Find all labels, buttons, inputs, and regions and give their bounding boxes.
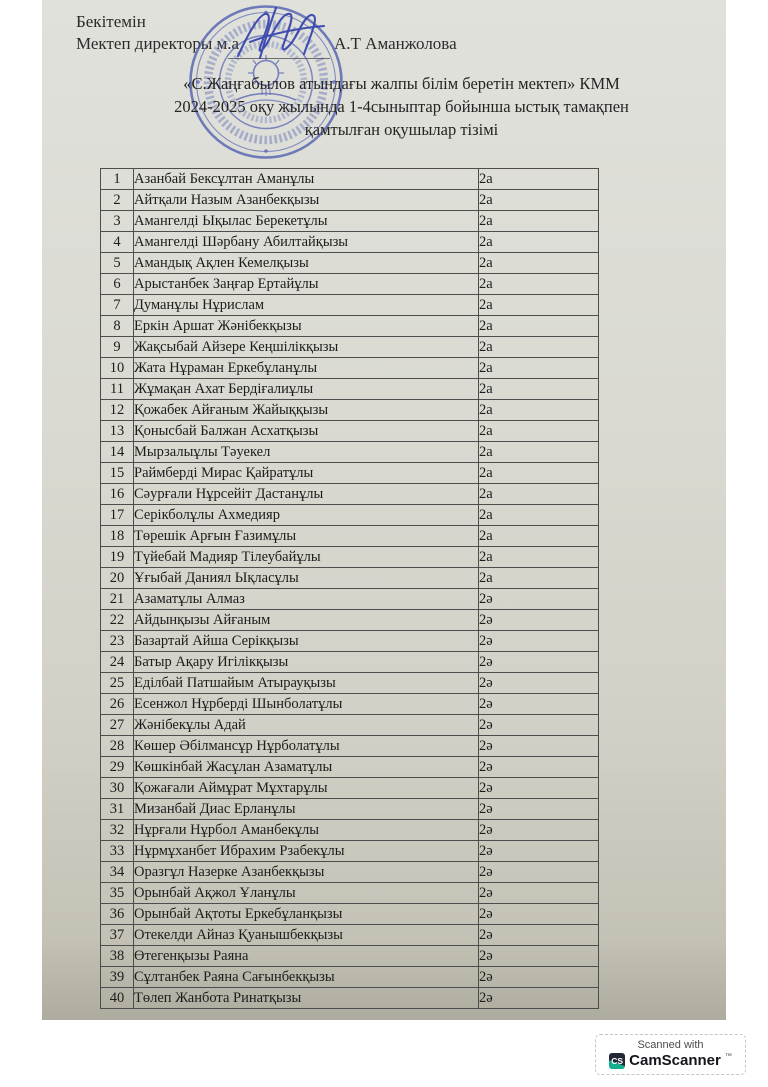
title-line-1: «С.Жаңғабылов атындағы жалпы білім беретін мектеп» КММ: [183, 74, 620, 93]
row-number: 20: [101, 568, 134, 589]
row-number: 19: [101, 547, 134, 568]
row-number: 7: [101, 295, 134, 316]
class-label: 2ә: [479, 967, 599, 988]
student-name: Жәнібекұлы Адай: [134, 715, 479, 736]
camscanner-badge: [595, 1034, 746, 1075]
student-name: Жұмақан Ахат Бердіғалиұлы: [134, 379, 479, 400]
row-number: 29: [101, 757, 134, 778]
class-label: 2ә: [479, 904, 599, 925]
row-number: 40: [101, 988, 134, 1009]
student-name: Сәурғали Нұрсейіт Дастанұлы: [134, 484, 479, 505]
students-table: [100, 168, 599, 1009]
row-number: 25: [101, 673, 134, 694]
student-name: Сұлтанбек Раяна Сағынбекқызы: [134, 967, 479, 988]
table-row: [101, 547, 599, 568]
class-label: 2ә: [479, 694, 599, 715]
student-name: Жақсыбай Айзере Кеңшілікқызы: [134, 337, 479, 358]
table-row: [101, 169, 599, 190]
table-row: [101, 841, 599, 862]
table-row: [101, 610, 599, 631]
row-number: 16: [101, 484, 134, 505]
scanned-with-label: Scanned with: [637, 1039, 704, 1051]
row-number: 34: [101, 862, 134, 883]
camscanner-logo-icon: CS: [609, 1053, 625, 1069]
table-row: [101, 631, 599, 652]
student-name: Айдынқызы Айғаным: [134, 610, 479, 631]
students-table-body: [101, 169, 599, 1009]
class-label: 2а: [479, 295, 599, 316]
table-row: [101, 694, 599, 715]
class-label: 2ә: [479, 631, 599, 652]
class-label: 2а: [479, 232, 599, 253]
document-title: [112, 72, 691, 141]
trademark-symbol: ™: [724, 1052, 732, 1060]
class-label: 2ә: [479, 673, 599, 694]
student-name: Өтегенқызы Раяна: [134, 946, 479, 967]
table-row: [101, 421, 599, 442]
title-line-2: 2024-2025 оқу жылында 1-4сыныптар бойынша ыстық тамақпен: [174, 97, 629, 116]
table-row: [101, 589, 599, 610]
student-name: Батыр Ақару Игілікқызы: [134, 652, 479, 673]
table-row: [101, 190, 599, 211]
row-number: 10: [101, 358, 134, 379]
student-name: Айтқали Назым Азанбекқызы: [134, 190, 479, 211]
row-number: 39: [101, 967, 134, 988]
row-number: 6: [101, 274, 134, 295]
student-name: Азанбай Бексұлтан Аманұлы: [134, 169, 479, 190]
student-name: Орынбай Ақжол Ұланұлы: [134, 883, 479, 904]
table-row: [101, 568, 599, 589]
student-name: Азаматұлы Алмаз: [134, 589, 479, 610]
class-label: 2ә: [479, 988, 599, 1009]
class-label: 2ә: [479, 883, 599, 904]
row-number: 24: [101, 652, 134, 673]
class-label: 2а: [479, 547, 599, 568]
table-row: [101, 946, 599, 967]
class-label: 2ә: [479, 736, 599, 757]
student-name: Мырзалыұлы Тәуекел: [134, 442, 479, 463]
table-row: [101, 673, 599, 694]
table-row: [101, 337, 599, 358]
student-name: Қожағали Аймұрат Мұхтарұлы: [134, 778, 479, 799]
student-name: Қожабек Айғаным Жайыққызы: [134, 400, 479, 421]
student-name: Жата Нұраман Еркебұланұлы: [134, 358, 479, 379]
class-label: 2ә: [479, 946, 599, 967]
row-number: 31: [101, 799, 134, 820]
table-row: [101, 799, 599, 820]
class-label: 2ә: [479, 715, 599, 736]
student-name: Көшер Әбілмансұр Нұрболатұлы: [134, 736, 479, 757]
class-label: 2а: [479, 484, 599, 505]
student-name: Ұғыбай Даниял Ықласұлы: [134, 568, 479, 589]
student-name: Амангелді Шәрбану Абилтайқызы: [134, 232, 479, 253]
table-row: [101, 715, 599, 736]
row-number: 14: [101, 442, 134, 463]
student-name: Еркін Аршат Жәнібекқызы: [134, 316, 479, 337]
table-row: [101, 526, 599, 547]
row-number: 38: [101, 946, 134, 967]
row-number: 28: [101, 736, 134, 757]
table-row: [101, 883, 599, 904]
table-row: [101, 295, 599, 316]
table-row: [101, 253, 599, 274]
class-label: 2а: [479, 253, 599, 274]
student-name: Отекелди Айназ Қуанышбекқызы: [134, 925, 479, 946]
row-number: 32: [101, 820, 134, 841]
student-name: Еділбай Патшайым Атырауқызы: [134, 673, 479, 694]
row-number: 26: [101, 694, 134, 715]
class-label: 2ә: [479, 841, 599, 862]
approval-label: Бекітемін: [76, 12, 146, 31]
student-name: Төлеп Жанбота Ринатқызы: [134, 988, 479, 1009]
student-name: Түйебай Мадияр Тілеубайұлы: [134, 547, 479, 568]
class-label: 2а: [479, 358, 599, 379]
student-name: Амандық Ақлен Кемелқызы: [134, 253, 479, 274]
class-label: 2а: [479, 379, 599, 400]
table-row: [101, 463, 599, 484]
row-number: 22: [101, 610, 134, 631]
table-row: [101, 232, 599, 253]
row-number: 36: [101, 904, 134, 925]
student-name: Нұрмұханбет Ибрахим Рзабекұлы: [134, 841, 479, 862]
row-number: 1: [101, 169, 134, 190]
student-name: Төрешік Арғын Ғазимұлы: [134, 526, 479, 547]
row-number: 37: [101, 925, 134, 946]
student-name: Орынбай Ақтоты Еркебұланқызы: [134, 904, 479, 925]
table-row: [101, 484, 599, 505]
class-label: 2ә: [479, 778, 599, 799]
row-number: 17: [101, 505, 134, 526]
row-number: 35: [101, 883, 134, 904]
table-row: [101, 211, 599, 232]
camscanner-app-name: CamScanner: [629, 1052, 721, 1069]
table-row: [101, 505, 599, 526]
row-number: 23: [101, 631, 134, 652]
student-name: Серікболұлы Ахмедияр: [134, 505, 479, 526]
table-row: [101, 442, 599, 463]
student-name: Қонысбай Балжан Асхатқызы: [134, 421, 479, 442]
student-name: Есенжол Нұрберді Шынболатұлы: [134, 694, 479, 715]
table-row: [101, 904, 599, 925]
class-label: 2а: [479, 190, 599, 211]
class-label: 2а: [479, 400, 599, 421]
row-number: 27: [101, 715, 134, 736]
director-signature-icon: [220, 4, 342, 64]
row-number: 15: [101, 463, 134, 484]
table-row: [101, 925, 599, 946]
class-label: 2а: [479, 463, 599, 484]
table-row: [101, 274, 599, 295]
class-label: 2ә: [479, 610, 599, 631]
table-row: [101, 358, 599, 379]
class-label: 2а: [479, 526, 599, 547]
row-number: 18: [101, 526, 134, 547]
title-line-3: қамтылған оқушылар тізімі: [304, 120, 499, 139]
table-row: [101, 967, 599, 988]
class-label: 2ә: [479, 925, 599, 946]
table-row: [101, 862, 599, 883]
table-row: [101, 820, 599, 841]
table-row: [101, 988, 599, 1009]
row-number: 9: [101, 337, 134, 358]
student-name: Көшкінбай Жасұлан Азаматұлы: [134, 757, 479, 778]
table-row: [101, 379, 599, 400]
class-label: 2ә: [479, 652, 599, 673]
row-number: 2: [101, 190, 134, 211]
table-row: [101, 652, 599, 673]
class-label: 2а: [479, 169, 599, 190]
student-name: Базартай Айша Серікқызы: [134, 631, 479, 652]
class-label: 2а: [479, 442, 599, 463]
student-name: Раймберді Мирас Қайратұлы: [134, 463, 479, 484]
class-label: 2а: [479, 274, 599, 295]
student-name: Нұрғали Нұрбол Аманбекұлы: [134, 820, 479, 841]
table-row: [101, 778, 599, 799]
director-name: А.Т Аманжолова: [334, 34, 457, 53]
class-label: 2ә: [479, 799, 599, 820]
row-number: 3: [101, 211, 134, 232]
row-number: 13: [101, 421, 134, 442]
row-number: 11: [101, 379, 134, 400]
class-label: 2а: [479, 316, 599, 337]
row-number: 30: [101, 778, 134, 799]
student-name: Мизанбай Диас Ерланұлы: [134, 799, 479, 820]
class-label: 2ә: [479, 820, 599, 841]
row-number: 33: [101, 841, 134, 862]
table-row: [101, 400, 599, 421]
class-label: 2а: [479, 505, 599, 526]
table-row: [101, 757, 599, 778]
scanned-document-page: [42, 0, 726, 1020]
row-number: 4: [101, 232, 134, 253]
row-number: 12: [101, 400, 134, 421]
table-row: [101, 736, 599, 757]
student-name: Думанұлы Нұрислам: [134, 295, 479, 316]
class-label: 2а: [479, 211, 599, 232]
student-name: Арыстанбек Заңғар Ертайұлы: [134, 274, 479, 295]
class-label: 2ә: [479, 862, 599, 883]
class-label: 2а: [479, 421, 599, 442]
director-label: Мектеп директоры м.а: [76, 34, 240, 53]
class-label: 2а: [479, 568, 599, 589]
class-label: 2ә: [479, 757, 599, 778]
row-number: 21: [101, 589, 134, 610]
class-label: 2ә: [479, 589, 599, 610]
row-number: 5: [101, 253, 134, 274]
class-label: 2а: [479, 337, 599, 358]
table-row: [101, 316, 599, 337]
row-number: 8: [101, 316, 134, 337]
student-name: Оразгұл Назерке Азанбекқызы: [134, 862, 479, 883]
student-name: Амангелді Ықылас Берекетұлы: [134, 211, 479, 232]
